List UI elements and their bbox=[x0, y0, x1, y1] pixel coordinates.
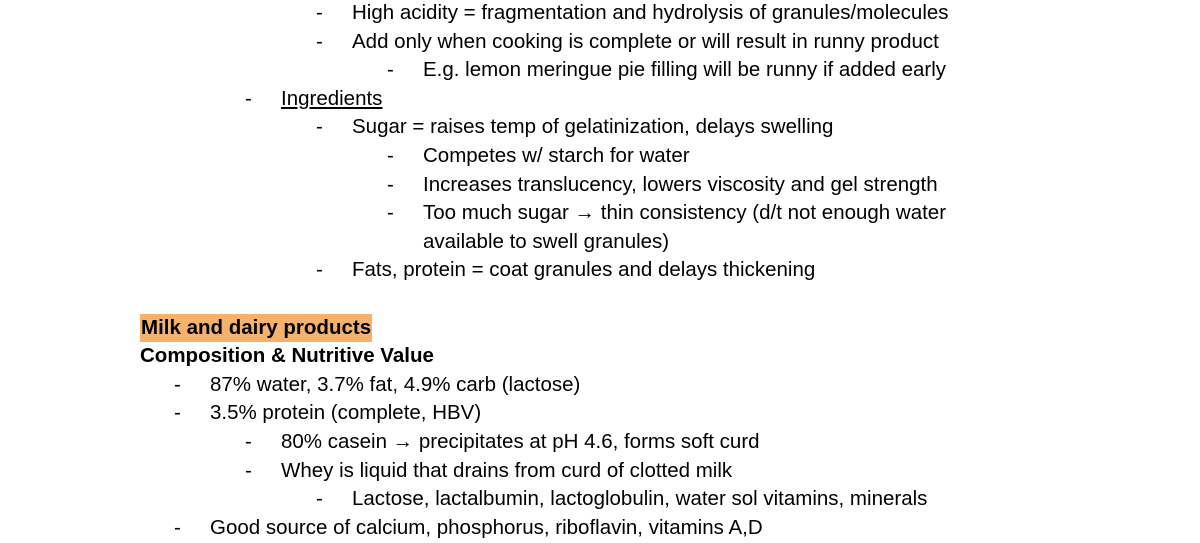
line-text: Too much sugar → thin consistency (d/t not enough water bbox=[423, 201, 947, 225]
bullet-line bbox=[0, 56, 1200, 85]
line-text: Milk and dairy products bbox=[140, 314, 372, 343]
blank-line bbox=[0, 285, 1200, 314]
line-text: Lactose, lactalbumin, lactoglobulin, water sol vitamins, minerals bbox=[352, 487, 928, 511]
bullet-line bbox=[0, 142, 1200, 171]
bullet-dash: - bbox=[316, 487, 323, 511]
bullet-dash: - bbox=[316, 1, 323, 24]
bullet-dash: - bbox=[174, 401, 181, 425]
line-text: E.g. lemon meringue pie filling will be runny if added early bbox=[423, 58, 947, 82]
bullet-line bbox=[0, 399, 1200, 428]
line-text: Good source of calcium, phosphorus, riboflavin, vitamins A,D bbox=[210, 515, 763, 539]
line-text: Fats, protein = coat granules and delays thickening bbox=[352, 258, 816, 282]
bullet-dash: - bbox=[316, 29, 323, 53]
bullet-line bbox=[0, 457, 1200, 486]
bullet-line bbox=[0, 228, 1200, 257]
section-heading bbox=[0, 314, 1200, 343]
bullet-dash: - bbox=[387, 58, 394, 82]
bullet-dash: - bbox=[174, 515, 181, 539]
line-text: 80% casein → precipitates at pH 4.6, forms soft curd bbox=[281, 429, 760, 453]
bullet-line bbox=[0, 0, 1200, 28]
line-text: 3.5% protein (complete, HBV) bbox=[210, 401, 482, 425]
bullet-line bbox=[0, 485, 1200, 514]
bullet-dash: - bbox=[387, 172, 394, 196]
line-text: Whey is liquid that drains from curd of clotted milk bbox=[281, 458, 733, 482]
bullet-dash: - bbox=[387, 143, 394, 167]
bullet-line bbox=[0, 113, 1200, 142]
bullet-line bbox=[0, 28, 1200, 57]
line-text: Increases translucency, lowers viscosity and gel strength bbox=[423, 172, 938, 196]
line-text: Composition & Nutritive Value bbox=[140, 344, 434, 368]
bullet-line bbox=[0, 171, 1200, 200]
line-text: Sugar = raises temp of gelatinization, delays swelling bbox=[352, 115, 834, 139]
line-text: Add only when cooking is complete or will result in runny product bbox=[352, 29, 939, 53]
line-text: Ingredients bbox=[281, 86, 383, 110]
bullet-dash: - bbox=[174, 372, 181, 396]
bullet-dash: - bbox=[245, 458, 252, 482]
line-text: Competes w/ starch for water bbox=[423, 143, 690, 167]
bullet-line bbox=[0, 371, 1200, 400]
section-heading bbox=[0, 342, 1200, 371]
bullet-line bbox=[0, 85, 1200, 114]
bullet-line bbox=[0, 199, 1200, 228]
bullet-dash: - bbox=[316, 258, 323, 282]
line-text: High acidity = fragmentation and hydrolysis of granules/molecules bbox=[352, 1, 949, 24]
bullet-dash: - bbox=[387, 201, 394, 225]
bullet-line bbox=[0, 256, 1200, 285]
line-text: 87% water, 3.7% fat, 4.9% carb (lactose) bbox=[210, 372, 581, 396]
bullet-line bbox=[0, 514, 1200, 543]
bullet-line bbox=[0, 428, 1200, 457]
bullet-dash: - bbox=[245, 429, 252, 453]
bullet-dash: - bbox=[316, 115, 323, 139]
line-text: available to swell granules) bbox=[423, 229, 670, 253]
bullet-dash: - bbox=[245, 86, 252, 110]
